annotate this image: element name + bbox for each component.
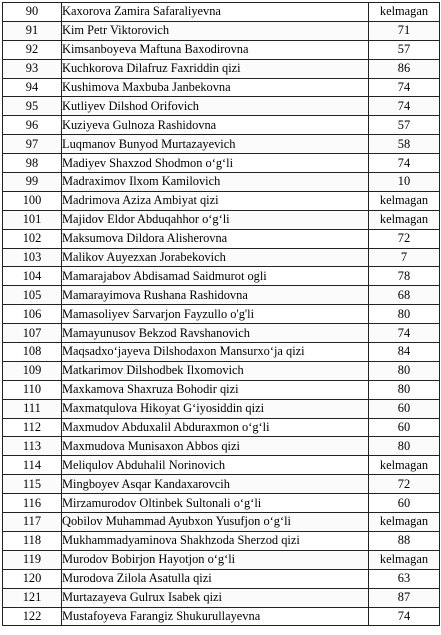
score-cell: 68	[369, 286, 440, 305]
table-row	[3, 531, 440, 550]
score-cell: 84	[369, 343, 440, 362]
row-number: 114	[3, 456, 62, 475]
student-name: Kim Petr Viktorovich	[62, 21, 369, 40]
table-row	[3, 59, 440, 78]
table-row	[3, 267, 440, 286]
score-cell: 86	[369, 59, 440, 78]
student-name: Murtazayeva Gulrux Isabek qizi	[62, 588, 369, 607]
score-cell: kelmagan	[369, 3, 440, 22]
score-cell: 87	[369, 588, 440, 607]
student-name: Qobilov Muhammad Ayubxon Yusufjon o‘g‘li	[62, 513, 369, 532]
score-cell: 74	[369, 607, 440, 626]
row-number: 117	[3, 513, 62, 532]
results-table-body	[3, 3, 440, 626]
row-number: 91	[3, 21, 62, 40]
student-name: Mingboyev Asqar Kandaxarovcih	[62, 475, 369, 494]
score-cell: 80	[369, 437, 440, 456]
student-name: Mirzamurodov Oltinbek Sultonali o‘g‘li	[62, 494, 369, 513]
table-row	[3, 191, 440, 210]
row-number: 100	[3, 191, 62, 210]
score-cell: 80	[369, 305, 440, 324]
score-cell: 7	[369, 248, 440, 267]
table-row	[3, 116, 440, 135]
results-table	[2, 2, 440, 626]
score-cell: 57	[369, 40, 440, 59]
row-number: 106	[3, 305, 62, 324]
student-name: Mukhammadyaminova Shakhzoda Sherzod qizi	[62, 531, 369, 550]
table-row	[3, 97, 440, 116]
student-name: Luqmanov Bunyod Murtazayevich	[62, 135, 369, 154]
table-row	[3, 210, 440, 229]
table-row	[3, 135, 440, 154]
score-cell: 60	[369, 494, 440, 513]
score-cell: 80	[369, 361, 440, 380]
table-row	[3, 456, 440, 475]
row-number: 116	[3, 494, 62, 513]
table-row	[3, 154, 440, 173]
row-number: 95	[3, 97, 62, 116]
student-name: Murodov Bobirjon Hayotjon o‘g‘li	[62, 550, 369, 569]
student-name: Maxmatqulova Hikoyat G‘iyosiddin qizi	[62, 399, 369, 418]
row-number: 108	[3, 343, 62, 362]
table-row	[3, 173, 440, 192]
student-name: Mamasoliyev Sarvarjon Fayzullo o'g'li	[62, 305, 369, 324]
row-number: 97	[3, 135, 62, 154]
score-cell: 72	[369, 229, 440, 248]
student-name: Maxmudov Abduxalil Abduraxmon o‘g‘li	[62, 418, 369, 437]
table-row	[3, 550, 440, 569]
table-row	[3, 437, 440, 456]
row-number: 107	[3, 324, 62, 343]
table-row	[3, 248, 440, 267]
score-cell: 57	[369, 116, 440, 135]
table-row	[3, 343, 440, 362]
table-row	[3, 399, 440, 418]
score-cell: 71	[369, 21, 440, 40]
row-number: 92	[3, 40, 62, 59]
score-cell: 72	[369, 475, 440, 494]
table-row	[3, 229, 440, 248]
row-number: 119	[3, 550, 62, 569]
student-name: Murodova Zilola Asatulla qizi	[62, 569, 369, 588]
score-cell: kelmagan	[369, 210, 440, 229]
score-cell: 74	[369, 97, 440, 116]
score-cell: 10	[369, 173, 440, 192]
student-name: Kaxorova Zamira Safaraliyevna	[62, 3, 369, 22]
student-name: Madraximov Ilxom Kamilovich	[62, 173, 369, 192]
row-number: 120	[3, 569, 62, 588]
student-name: Kuziyeva Gulnoza Rashidovna	[62, 116, 369, 135]
row-number: 96	[3, 116, 62, 135]
score-cell: 60	[369, 418, 440, 437]
table-row	[3, 305, 440, 324]
student-name: Matkarimov Dilshodbek Ilxomovich	[62, 361, 369, 380]
table-row	[3, 494, 440, 513]
row-number: 90	[3, 3, 62, 22]
row-number: 101	[3, 210, 62, 229]
table-row	[3, 3, 440, 22]
row-number: 93	[3, 59, 62, 78]
table-row	[3, 324, 440, 343]
table-row	[3, 21, 440, 40]
student-name: Maxkamova Shaxruza Bohodir qizi	[62, 380, 369, 399]
table-row	[3, 569, 440, 588]
row-number: 98	[3, 154, 62, 173]
row-number: 94	[3, 78, 62, 97]
student-name: Maksumova Dildora Alisherovna	[62, 229, 369, 248]
row-number: 103	[3, 248, 62, 267]
table-row	[3, 380, 440, 399]
row-number: 109	[3, 361, 62, 380]
student-name: Kuchkorova Dilafruz Faxriddin qizi	[62, 59, 369, 78]
table-row	[3, 286, 440, 305]
table-row	[3, 588, 440, 607]
score-cell: kelmagan	[369, 191, 440, 210]
student-name: Kutliyev Dilshod Orifovich	[62, 97, 369, 116]
table-row	[3, 361, 440, 380]
table-row	[3, 418, 440, 437]
student-name: Kushimova Maxbuba Janbekovna	[62, 78, 369, 97]
row-number: 118	[3, 531, 62, 550]
table-row	[3, 607, 440, 626]
student-name: Mamarayimova Rushana Rashidovna	[62, 286, 369, 305]
student-name: Malikov Auyezxan Jorabekovich	[62, 248, 369, 267]
score-cell: 74	[369, 78, 440, 97]
student-name: Meliqulov Abduhalil Norinovich	[62, 456, 369, 475]
student-name: Mustafoyeva Farangiz Shukurullayevna	[62, 607, 369, 626]
row-number: 115	[3, 475, 62, 494]
row-number: 99	[3, 173, 62, 192]
score-cell: kelmagan	[369, 456, 440, 475]
student-name: Majidov Eldor Abduqahhor o‘g‘li	[62, 210, 369, 229]
row-number: 113	[3, 437, 62, 456]
student-name: Kimsanboyeva Maftuna Baxodirovna	[62, 40, 369, 59]
score-cell: 74	[369, 324, 440, 343]
student-name: Madrimova Aziza Ambiyat qizi	[62, 191, 369, 210]
student-name: Maxmudova Munisaxon Abbos qizi	[62, 437, 369, 456]
score-cell: kelmagan	[369, 550, 440, 569]
score-cell: 80	[369, 380, 440, 399]
student-name: Madiyev Shaxzod Shodmon o‘g‘li	[62, 154, 369, 173]
row-number: 110	[3, 380, 62, 399]
score-cell: 88	[369, 531, 440, 550]
student-name: Mamarajabov Abdisamad Saidmurot ogli	[62, 267, 369, 286]
score-cell: 74	[369, 154, 440, 173]
row-number: 102	[3, 229, 62, 248]
row-number: 104	[3, 267, 62, 286]
student-name: Mamayunusov Bekzod Ravshanovich	[62, 324, 369, 343]
row-number: 111	[3, 399, 62, 418]
score-cell: 60	[369, 399, 440, 418]
table-row	[3, 40, 440, 59]
row-number: 105	[3, 286, 62, 305]
table-row	[3, 475, 440, 494]
score-cell: 58	[369, 135, 440, 154]
table-row	[3, 78, 440, 97]
score-cell: kelmagan	[369, 513, 440, 532]
score-cell: 63	[369, 569, 440, 588]
student-name: Maqsadxo‘jayeva Dilshodaxon Mansurxo‘ja qizi	[62, 343, 369, 362]
row-number: 112	[3, 418, 62, 437]
score-cell: 78	[369, 267, 440, 286]
table-row	[3, 513, 440, 532]
row-number: 122	[3, 607, 62, 626]
results-sheet	[2, 2, 438, 626]
row-number: 121	[3, 588, 62, 607]
